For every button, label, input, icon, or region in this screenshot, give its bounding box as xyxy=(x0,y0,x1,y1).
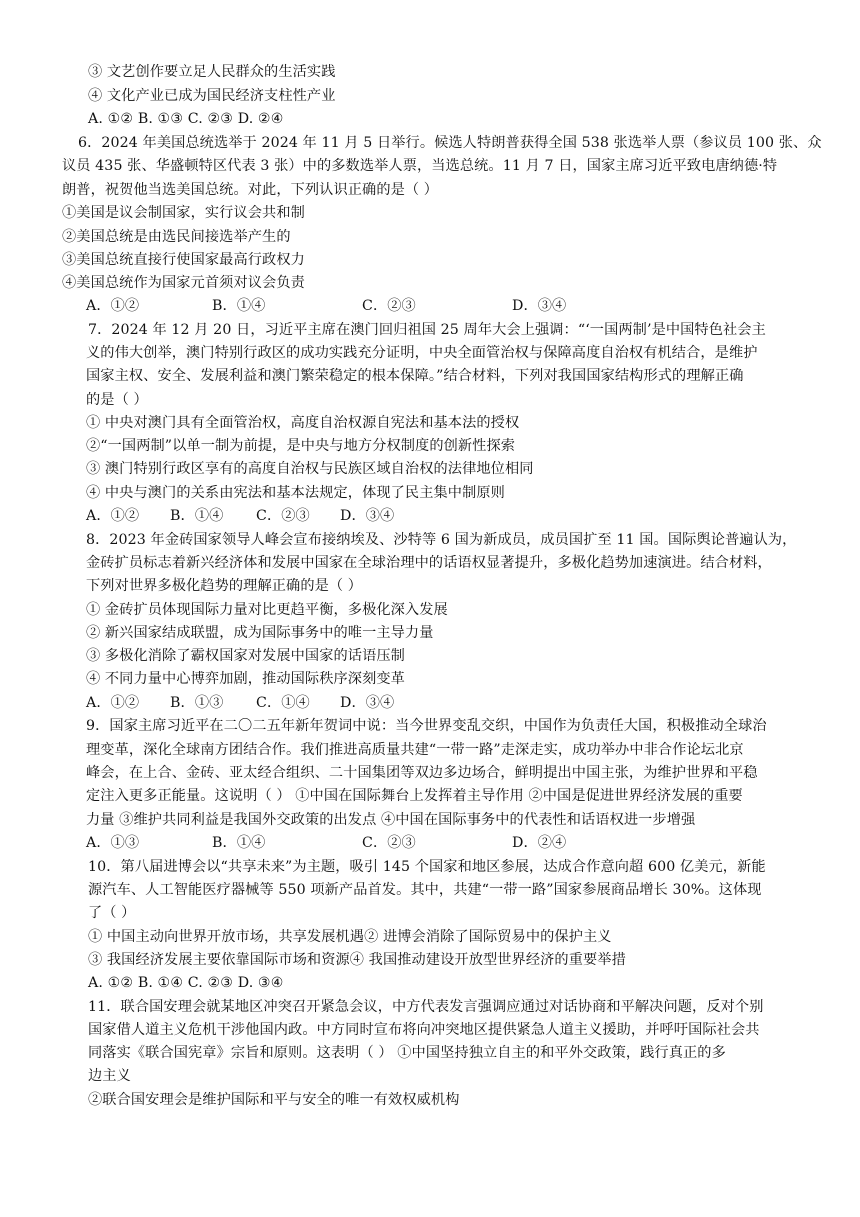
q7-item-2: ②“一国两制”以单一制为前提，是中央与地方分权制度的创新性探索 xyxy=(86,438,516,454)
q5-item-3: ③ 文艺创作要立足人民群众的生活实践 xyxy=(88,64,336,80)
q8-item-1: ① 金砖扩员体现国际力量对比更趋平衡，多极化深入发展 xyxy=(86,602,448,618)
q6-item-4: ④美国总统作为国家元首须对议会负责 xyxy=(62,275,305,291)
q7-stem-line-3: 国家主权、安全、发展利益和澳门繁荣稳定的根本保障。”结合材料，下列对我国国家结构形式的理解正确 xyxy=(86,368,744,384)
q11-item-2: ②联合国安理会是维护国际和平与安全的唯一有效权威机构 xyxy=(88,1092,460,1108)
q7-option-c: C．②③ xyxy=(256,508,310,524)
q8-item-3: ③ 多极化消除了霸权国家对发展中国家的话语压制 xyxy=(86,648,405,664)
q5-item-4: ④ 文化产业已成为国民经济支柱性产业 xyxy=(88,88,336,104)
q7-stem-line-1: 7．2024 年 12 月 20 日，习近平主席在澳门回归祖国 25 周年大会上强调：“‘一国两制’是中国特色社会主 xyxy=(88,322,766,338)
q10-items-line-1: ① 中国主动向世界开放市场，共享发展机遇② 进博会消除了国际贸易中的保护主义 xyxy=(88,929,612,945)
q8-option-c: C．①④ xyxy=(256,695,310,711)
q7-option-d: D．③④ xyxy=(340,508,395,524)
q10-options: A. ①② B. ①④ C. ②③ D. ③④ xyxy=(88,975,284,991)
q8-option-d: D．③④ xyxy=(340,695,395,711)
q10-stem-line-1: 10．第八届进博会以“共享未来”为主题，吸引 145 个国家和地区参展，达成合作意向超 600 亿美元，新能 xyxy=(88,859,766,875)
q8-item-2: ② 新兴国家结成联盟，成为国际事务中的唯一主导力量 xyxy=(86,625,434,641)
q7-item-3: ③ 澳门特别行政区享有的高度自治权与民族区域自治权的法律地位相同 xyxy=(86,461,534,477)
q9-stem-line-5: 力量 ③维护共同利益是我国外交政策的出发点 ④中国在国际事务中的代表性和话语权进一步增强 xyxy=(86,812,696,828)
q6-item-2: ②美国总统是由选民间接选举产生的 xyxy=(62,229,291,245)
q9-option-a: A．①③ xyxy=(86,835,140,851)
q11-stem-line-4: 边主义 xyxy=(88,1068,131,1084)
q7-stem-line-2: 义的伟大创举，澳门特别行政区的成功实践充分证明，中央全面管治权与保障高度自治权有机结合，是维护 xyxy=(86,345,758,361)
q8-item-4: ④ 不同力量中心博弈加剧，推动国际秩序深刻变革 xyxy=(86,671,405,687)
q11-stem-line-1: 11．联合国安理会就某地区冲突召开紧急会议，中方代表发言强调应通过对话协商和平解决问题，反对个别 xyxy=(88,999,764,1015)
q9-stem-line-2: 理变革，深化全球南方团结合作。我们推进高质量共建“一带一路”走深走实，成功举办中非合作论坛北京 xyxy=(86,742,744,758)
q9-stem-line-1: 9．国家主席习近平在二〇二五年新年贺词中说：当今世界变乱交织，中国作为负责任大国，积极推动全球治 xyxy=(86,718,767,734)
q9-stem-line-4: 定注入更多正能量。这说明（ ） ①中国在国际舞台上发挥着主导作用 ②中国是促进世界经济发展的重要 xyxy=(86,788,743,804)
q9-option-c: C．②③ xyxy=(362,835,416,851)
q6-option-d: D．③④ xyxy=(512,298,567,314)
q8-option-b: B．①③ xyxy=(170,695,224,711)
q6-stem-line-3: 朗普，祝贺他当选美国总统。对此，下列认识正确的是（ ） xyxy=(62,182,439,198)
q8-stem-line-2: 金砖扩员标志着新兴经济体和发展中国家在全球治理中的话语权显著提升，多极化趋势加速演进。结合材料， xyxy=(86,555,772,571)
q7-option-b: B．①④ xyxy=(170,508,224,524)
q10-stem-line-3: 了（ ） xyxy=(88,905,136,921)
q6-stem-line-2: 议员 435 张、华盛顿特区代表 3 张）中的多数选举人票，当选总统。11 月 7 日，国家主席习近平致电唐纳德·特 xyxy=(62,158,778,174)
q7-item-4: ④ 中央与澳门的关系由宪法和基本法规定，体现了民主集中制原则 xyxy=(86,485,505,501)
q9-option-b: B．①④ xyxy=(212,835,266,851)
q9-option-d: D．②④ xyxy=(512,835,567,851)
q6-option-b: B．①④ xyxy=(212,298,266,314)
q6-item-3: ③美国总统直接行使国家最高行政权力 xyxy=(62,252,305,268)
q10-items-line-2: ③ 我国经济发展主要依靠国际市场和资源④ 我国推动建设开放型世界经济的重要举措 xyxy=(88,952,626,968)
q6-option-a: A．①② xyxy=(86,298,140,314)
q6-stem-line-1: 6．2024 年美国总统选举于 2024 年 11 月 5 日举行。候选人特朗普获得全国 538 张选举人票（参议员 100 张、众 xyxy=(78,135,822,151)
q6-item-1: ①美国是议会制国家，实行议会共和制 xyxy=(62,205,305,221)
q8-stem-line-1: 8．2023 年金砖国家领导人峰会宣布接纳埃及、沙特等 6 国为新成员，成员国扩至 11 国。国际舆论普遍认为， xyxy=(86,532,797,548)
q10-stem-line-2: 源汽车、人工智能医疗器械等 550 项新产品首发。其中，共建“一带一路”国家参展商品增长 30%。这体现 xyxy=(88,882,762,898)
q7-item-1: ① 中央对澳门具有全面管治权，高度自治权源自宪法和基本法的授权 xyxy=(86,415,520,431)
q6-option-c: C．②③ xyxy=(362,298,416,314)
q7-stem-line-4: 的是（ ） xyxy=(86,392,148,408)
q11-stem-line-3: 同落实《联合国宪章》宗旨和原则。这表明（ ） ①中国坚持独立自主的和平外交政策，践行真正的多 xyxy=(88,1045,726,1061)
q9-stem-line-3: 峰会，在上合、金砖、亚太经合组织、二十国集团等双边多边场合，鲜明提出中国主张，为维护世界和平稳 xyxy=(86,765,758,781)
q5-options: A. ①② B. ①③ C. ②③ D. ②④ xyxy=(88,111,284,127)
q8-option-a: A．①② xyxy=(86,695,140,711)
q8-stem-line-3: 下列对世界多极化趋势的理解正确的是（ ） xyxy=(86,578,363,594)
q11-stem-line-2: 国家借人道主义危机干涉他国内政。中方同时宣布将向冲突地区提供紧急人道主义援助，并呼吁国际社会共 xyxy=(88,1022,760,1038)
q7-option-a: A．①② xyxy=(86,508,140,524)
